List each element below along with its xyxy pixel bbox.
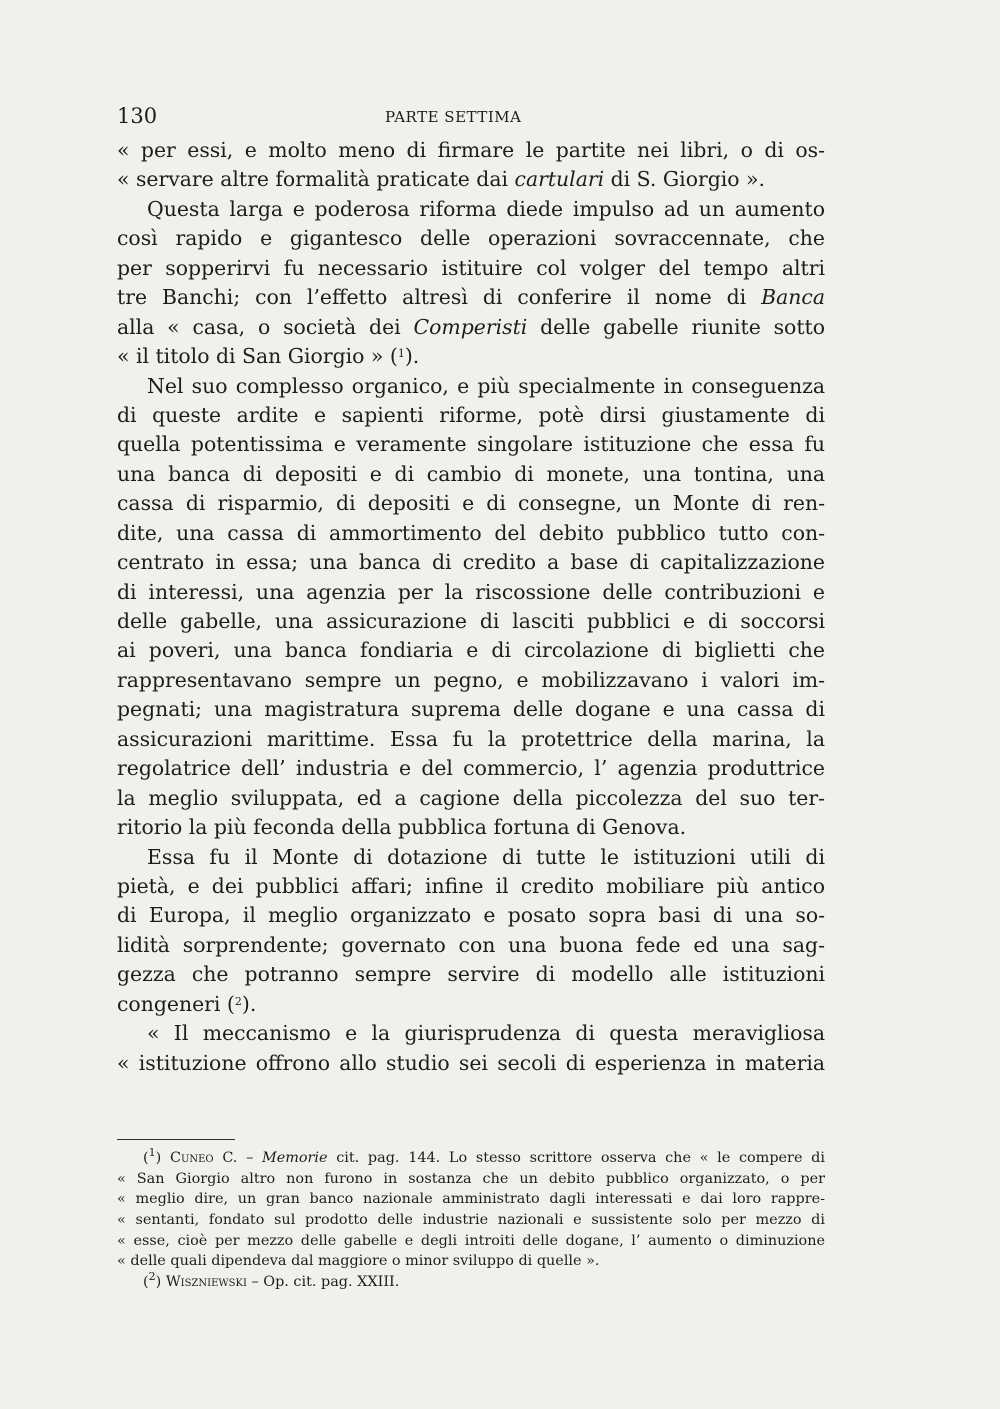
text-line: quella potentissima e veramente singolare istituzione che essa fu [117, 432, 825, 457]
footnote-ref-1: 1 [397, 347, 405, 361]
footnote-line: « meglio dire, un gran banco nazionale amministrato dagli interessati e dai loro rappre- [117, 1191, 825, 1208]
footnote-1: ($^1$) Cuneo C. – Memorie cit. pag. 144. Lo stesso scrittore osserva che « le compere di [143, 1148, 825, 1166]
page-number: 130 [117, 104, 158, 128]
text-line: la meglio sviluppata, ed a cagione della piccolezza del suo ter- [117, 785, 825, 810]
text-line: alla « casa, o società dei Comperisti delle gabelle riunite sotto [117, 314, 825, 339]
running-head: PARTE SETTIMA [385, 108, 522, 126]
paragraph-start: Questa larga e poderosa riforma diede impulso ad un aumento [147, 196, 825, 221]
footnotes [117, 1148, 825, 1293]
text-line: « servare altre formalità praticate dai cartulari di S. Giorgio ». [117, 167, 766, 192]
text-line: di interessi, una agenzia per la riscossione delle contribuzioni e [117, 579, 825, 604]
text-line: gezza che potranno sempre servire di modello alle istituzioni [117, 962, 825, 987]
paragraph-start: « Il meccanismo e la giurisprudenza di questa meravigliosa [147, 1021, 825, 1046]
main-text [117, 136, 825, 1078]
footnote-line: « delle quali dipendeva dal maggiore o minor sviluppo di quelle ». [117, 1253, 600, 1270]
text-line: dite, una cassa di ammortimento del debito pubblico tutto con- [117, 520, 825, 545]
text-line: lidità sorprendente; governato con una buona fede ed una sag- [117, 932, 825, 957]
text-line: ritorio la più feconda della pubblica fortuna di Genova. [117, 815, 687, 840]
text-line: regolatrice dell’ industria e del commercio, l’ agenzia produttrice [117, 756, 825, 781]
text-line: così rapido e gigantesco delle operazioni sovraccennate, che [117, 226, 825, 251]
paragraph-start: Essa fu il Monte di dotazione di tutte le istituzioni utili di [147, 844, 825, 869]
page-header [117, 104, 825, 132]
footnote-line: « esse, cioè per mezzo delle gabelle e degli introiti delle dogane, l’ aumento o diminuzione [117, 1232, 825, 1249]
text-line: delle gabelle, una assicurazione di lasciti pubblici e di soccorsi [117, 609, 825, 633]
footnote-line: « San Giorgio altro non furono in sostanza che un debito pubblico organizzato, o per [117, 1170, 825, 1187]
text-line: « istituzione offrono allo studio sei secoli di esperienza in materia [117, 1050, 825, 1075]
text-line: pegnati; una magistratura suprema delle dogane e una cassa di [117, 697, 825, 722]
text-line: una banca di depositi e di cambio di monete, una tontina, una [117, 461, 825, 486]
footnote-divider [117, 1139, 235, 1140]
text-line: centrato in essa; una banca di credito a base di capitalizzazione [117, 550, 825, 575]
text-line: tre Banchi; con l’effetto altresì di conferire il nome di Banca [117, 285, 825, 310]
text-line: assicurazioni marittime. Essa fu la protettrice della marina, la [117, 726, 825, 751]
text-line: per sopperirvi fu necessario istituire col volger del tempo altri [117, 255, 825, 280]
text-line: rappresentavano sempre un pegno, e mobilizzavano i valori im- [117, 667, 825, 692]
text-line: di Europa, il meglio organizzato e posato sopra basi di una so- [117, 903, 825, 928]
footnote-ref-2: 2 [234, 994, 242, 1008]
footnote-2: ($^2$) Wiszniewski – Op. cit. pag. XXIII. [143, 1272, 400, 1291]
paragraph-start: Nel suo complesso organico, e più specialmente in conseguenza [147, 373, 825, 398]
footnote-line: « sentanti, fondato sul prodotto delle industrie nazionali e sussistente solo per mezzo di [117, 1212, 825, 1229]
text-line: cassa di risparmio, di depositi e di consegne, un Monte di ren- [117, 491, 825, 516]
text-line: pietà, e dei pubblici affari; infine il credito mobiliare più antico [117, 873, 825, 898]
text-line: di queste ardite e sapienti riforme, potè dirsi giustamente di [117, 402, 825, 427]
text-line: congeneri ($^2$). [117, 991, 257, 1016]
text-line: « il titolo di San Giorgio » ($^1$). [117, 344, 420, 369]
text-line: ai poveri, una banca fondiaria e di circolazione di biglietti che [117, 638, 825, 663]
text-line: « per essi, e molto meno di firmare le partite nei libri, o di os- [117, 138, 825, 162]
